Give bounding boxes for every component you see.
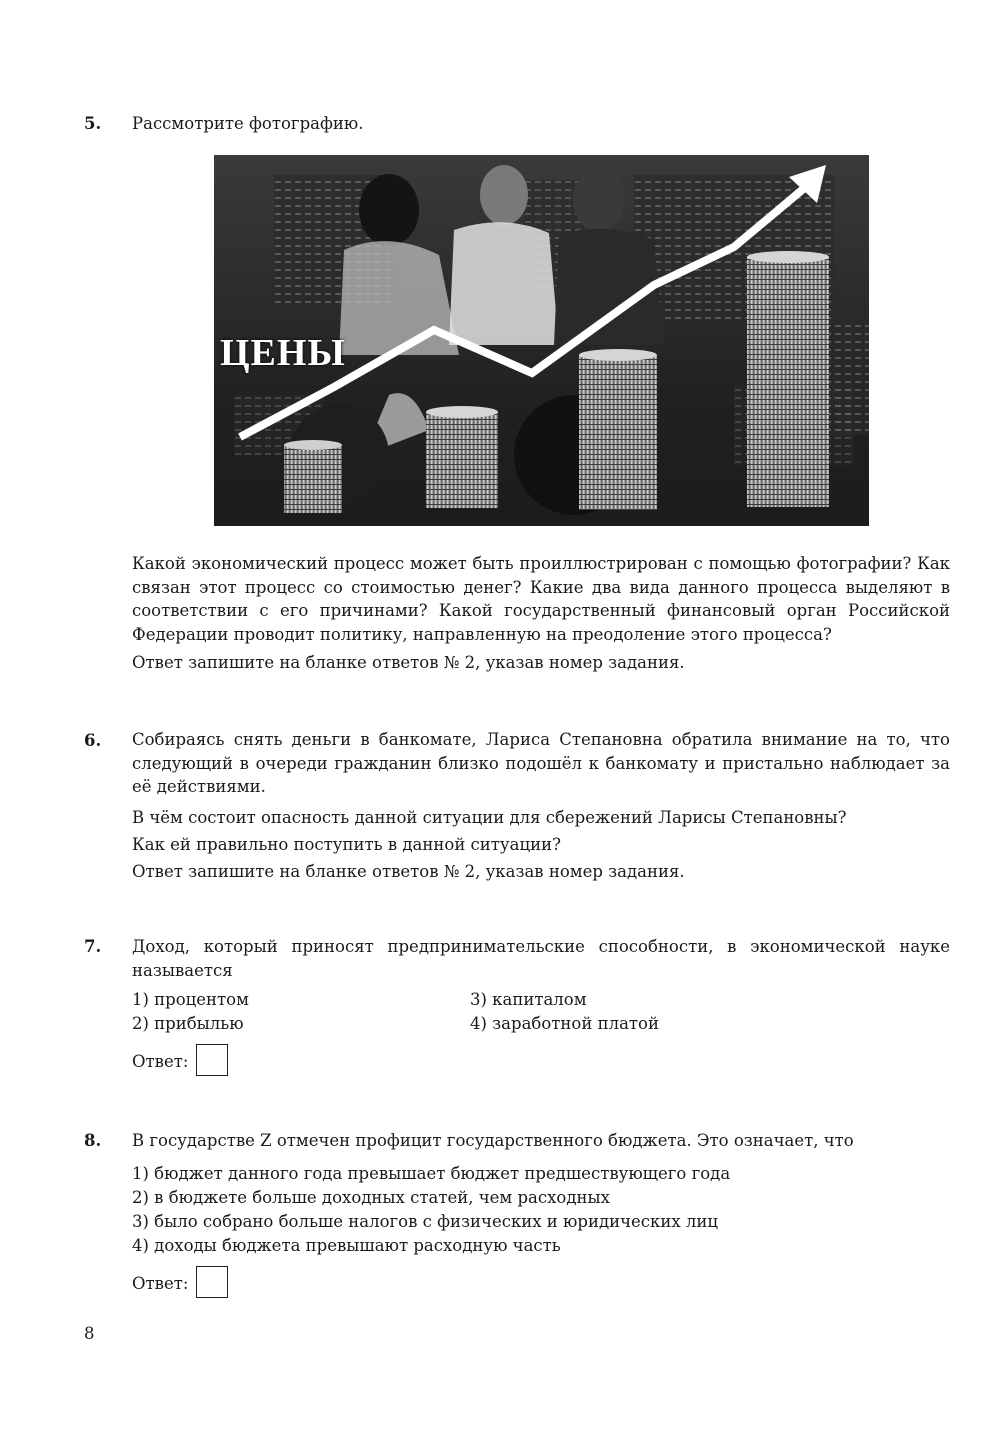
task-question: В чём состоит опасность данной ситуации для сбережений Ларисы Степановны? [132,808,847,827]
option-item: 2) прибылью [132,1014,244,1033]
option-item: 1) бюджет данного года превышает бюджет предшествующего года [132,1164,731,1183]
task-number: 8. [84,1131,102,1150]
option-item: 3) капиталом [470,990,587,1009]
page-number: 8 [84,1324,95,1343]
option-item: 4) доходы бюджета превышают расходную часть [132,1236,561,1255]
answer-instruction: Ответ запишите на бланке ответов № 2, указав номер задания. [132,862,685,881]
task-text: Собираясь снять деньги в банкомате, Лариса Степановна обратила внимание на то, что следующий в очереди гражданин близко подошёл к банкомату и пристально наблюдает за её действиями. [132,730,950,796]
task-photo [214,155,869,526]
answer-label: Ответ: [132,1052,189,1071]
task-question: Как ей правильно поступить в данной ситуации? [132,835,561,854]
task-text: Доход, который приносят предпринимательские способности, в экономической науке называется [132,937,950,980]
task-number: 5. [84,114,102,133]
answer-box[interactable] [196,1044,228,1076]
photo-caption: ЦЕНЫ [220,332,346,374]
option-item: 2) в бюджете больше доходных статей, чем расходных [132,1188,610,1207]
option-item: 4) заработной платой [470,1014,659,1033]
task-number: 6. [84,731,102,750]
task-question: Какой экономический процесс может быть проиллюстрирован с помощью фотографии? Как связан этот процесс со стоимостью денег? Какие два вида данного процесса выделяют в соответствии с его причинами? Какой государственный финансовый орган Российской Федерации проводит политику, направленную на преодоление этого процесса? [132,554,950,644]
option-item: 1) процентом [132,990,249,1009]
task-text: В государстве Z отмечен профицит государственного бюджета. Это означает, что [132,1131,854,1150]
task-intro: Рассмотрите фотографию. [132,114,364,133]
task-number: 7. [84,937,102,956]
answer-instruction: Ответ запишите на бланке ответов № 2, указав номер задания. [132,653,685,672]
answer-label: Ответ: [132,1274,189,1293]
answer-box[interactable] [196,1266,228,1298]
option-item: 3) было собрано больше налогов с физических и юридических лиц [132,1212,718,1231]
